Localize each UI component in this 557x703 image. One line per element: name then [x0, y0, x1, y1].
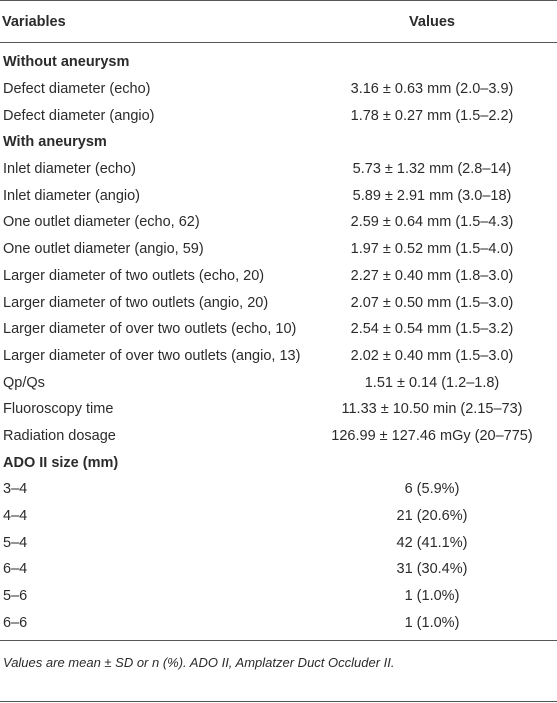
header-variables: Variables: [0, 1, 307, 43]
table-row: [0, 583, 557, 610]
value-cell: 5.73 ± 1.32 mm (2.8–14): [352, 161, 512, 178]
table-row: [0, 609, 557, 640]
table-footnote: Values are mean ± SD or n (%). ADO II, Amplatzer Duct Occluder II.: [3, 655, 395, 671]
table-row: [0, 209, 557, 236]
value-cell: 3.16 ± 0.63 mm (2.0–3.9): [350, 81, 514, 98]
section-label: ADO II size (mm): [3, 454, 119, 471]
variable-cell: Defect diameter (echo): [3, 81, 151, 98]
value-cell: 6 (5.9%): [404, 481, 460, 498]
variable-cell: One outlet diameter (angio, 59): [3, 241, 204, 258]
variable-cell: Inlet diameter (echo): [3, 161, 136, 178]
section-header-row: [0, 449, 557, 476]
table-row: [0, 289, 557, 316]
value-cell: 1.78 ± 0.27 mm (1.5–2.2): [350, 107, 514, 124]
table-row: [0, 423, 557, 450]
value-cell: 2.59 ± 0.64 mm (1.5–4.3): [350, 214, 514, 231]
variable-cell: 5–6: [3, 588, 28, 605]
bottom-divider: [0, 701, 557, 702]
value-cell: 2.54 ± 0.54 mm (1.5–3.2): [350, 321, 514, 338]
variable-cell: Fluoroscopy time: [3, 401, 114, 418]
variable-cell: Larger diameter of two outlets (angio, 20): [3, 294, 269, 311]
table-row: [0, 396, 557, 423]
variable-cell: Larger diameter of over two outlets (echo, 10): [3, 321, 297, 338]
variable-cell: 3–4: [3, 481, 28, 498]
value-cell: 1 (1.0%): [404, 588, 460, 605]
value-cell: 126.99 ± 127.46 mGy (20–775): [331, 427, 533, 444]
variable-cell: Radiation dosage: [3, 427, 116, 444]
table-row: [0, 556, 557, 583]
table-row: [0, 476, 557, 503]
value-cell: 1 (1.0%): [307, 609, 557, 640]
variable-cell: 6–6: [0, 609, 307, 640]
variable-cell: Larger diameter of over two outlets (angio, 13): [3, 347, 301, 364]
variable-cell: Qp/Qs: [3, 374, 45, 391]
variable-cell: Inlet diameter (angio): [3, 187, 141, 204]
table-row: [0, 316, 557, 343]
section-header-row: [0, 43, 557, 76]
value-cell: [307, 449, 557, 476]
variable-cell: Defect diameter (angio): [3, 107, 155, 124]
section-label: Without aneurysm: [3, 54, 130, 71]
value-cell: 11.33 ± 10.50 min (2.15–73): [341, 401, 523, 418]
section-label: With aneurysm: [3, 134, 107, 151]
table-row: [0, 369, 557, 396]
table-header-row: [0, 1, 557, 43]
table-row: [0, 156, 557, 183]
section-header-row: [0, 129, 557, 156]
value-cell: 2.07 ± 0.50 mm (1.5–3.0): [350, 294, 514, 311]
variable-cell: 4–4: [3, 508, 28, 525]
value-cell: 1.97 ± 0.52 mm (1.5–4.0): [350, 241, 514, 258]
table-body: [0, 43, 557, 641]
table-row: [0, 102, 557, 129]
value-cell: 21 (20.6%): [396, 508, 468, 525]
value-cell: 2.02 ± 0.40 mm (1.5–3.0): [350, 347, 514, 364]
header-values: Values: [307, 1, 557, 43]
value-cell: 5.89 ± 2.91 mm (3.0–18): [352, 187, 512, 204]
table-row: [0, 529, 557, 556]
variable-cell: 6–4: [3, 561, 28, 578]
table-row: [0, 182, 557, 209]
variable-cell: One outlet diameter (echo, 62): [3, 214, 200, 231]
value-cell: 2.27 ± 0.40 mm (1.8–3.0): [350, 267, 514, 284]
value-cell: [307, 129, 557, 156]
table-row: [0, 263, 557, 290]
table-row: [0, 76, 557, 103]
value-cell: 42 (41.1%): [396, 534, 468, 551]
table-row: [0, 503, 557, 530]
table-row: [0, 343, 557, 370]
value-cell: [307, 43, 557, 76]
variable-cell: Larger diameter of two outlets (echo, 20): [3, 267, 265, 284]
value-cell: 1.51 ± 0.14 (1.2–1.8): [364, 374, 500, 391]
variable-cell: 5–4: [3, 534, 28, 551]
table-row: [0, 236, 557, 263]
value-cell: 31 (30.4%): [396, 561, 468, 578]
